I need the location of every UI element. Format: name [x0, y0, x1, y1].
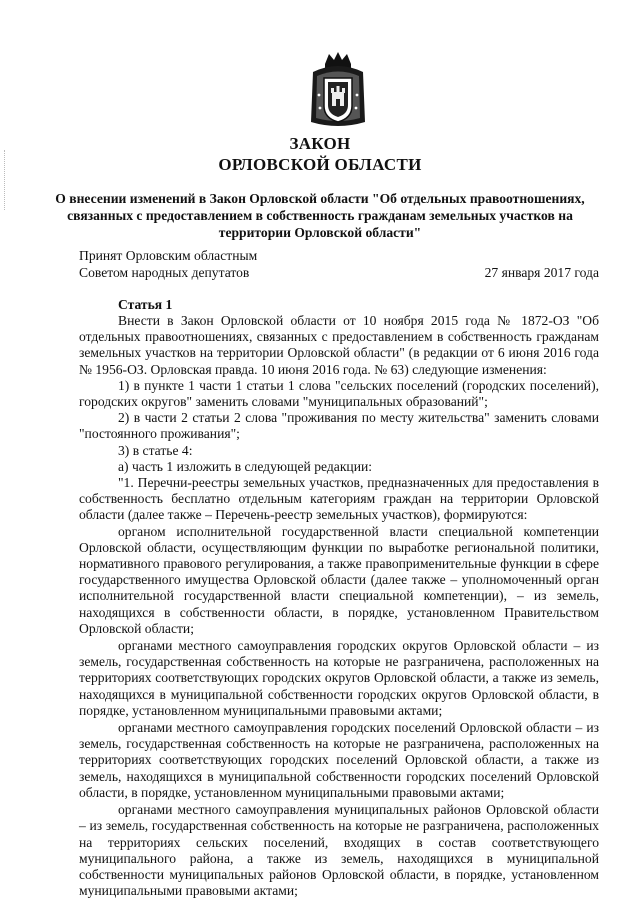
- article-paragraph: 3) в статье 4:: [118, 442, 193, 458]
- article-paragraph: органами местного самоуправления городских округов Орловской области – из земель, государственная собственность на которые не разграничена, расположенных на территориях соответствующих городских округов Орловской области, а также из земель, находящихся в муниципальной собственности городских округов Орловской области, в порядке, установленном муниципальными правовыми актами;: [79, 638, 599, 718]
- adoption-date: 27 января 2017 года: [484, 265, 599, 280]
- adoption-line1: Принят Орловским областным: [79, 248, 258, 263]
- article-paragraph: 2) в части 2 статьи 2 слова "проживания по месту жительства" заменить словами "постоянного проживания";: [79, 410, 599, 442]
- article-paragraph: органами местного самоуправления городских поселений Орловской области – из земель, государственная собственность на которые не разграничена, расположенных на территориях соответствующих городских поселений Орловской области, а также из земель, находящихся в муниципальной собственности городских поселений Орловской области, в порядке, установленном муниципальными правовыми актами;: [79, 720, 599, 800]
- law-title-line1: ЗАКОН: [289, 134, 351, 153]
- article-heading: Статья 1: [118, 297, 173, 312]
- law-subject-heading: О внесении изменений в Закон Орловской области "Об отдельных правоотношениях, связанных с предоставлением в собственность гражданам земельных участков на территории Орловской области": [55, 191, 585, 240]
- article-paragraph: органом исполнительной государственной власти специальной компетенции Орловской области, осуществляющим функции по выработке региональной политики, нормативного правового регулирования, а также правоприменительные функции в сфере государственного имущества Орловской области (далее также – уполномоченный орган исполнительной государственной власти специальной компетенции), – из земель, находящихся в собственности области, в порядке, установленном Правительством Орловской области;: [79, 523, 599, 636]
- article-paragraph: а) часть 1 изложить в следующей редакции:: [118, 458, 373, 474]
- article-body: [79, 313, 599, 899]
- article-paragraph: 1) в пункте 1 части 1 статьи 1 слова "сельских поселений (городских поселений), городских округов" заменить словами "муниципальных образований";: [79, 377, 599, 410]
- adoption-line2: Советом народных депутатов: [79, 265, 250, 280]
- article-paragraph: Внести в Закон Орловской области от 10 ноября 2015 года № 1872-ОЗ "Об отдельных правоотношениях, связанных с предоставлением в собственность гражданам земельных участков на территории Орловской области" (в редакции от 6 июня 2016 года № 1956-ОЗ. Орловская правда. 10 июня 2016 года. № 63) следующие изменения:: [79, 313, 599, 377]
- coat-of-arms-emblem: [307, 50, 369, 130]
- article-paragraph: "1. Перечни-реестры земельных участков, предназначенных для предоставления в собственность бесплатно отдельным категориям граждан на территории Орловской области (далее также – Перечень-реестр земельных участков), формируются:: [79, 475, 599, 523]
- article-paragraph: органами местного самоуправления муниципальных районов Орловской области – из земель, государственная собственность на которые не разграничена, расположенных на территориях сельских поселений, входящих в состав соответствующего муниципального района, а также из земель, находящихся в муниципальной собственности муниципальных районов Орловской области, в порядке, установленном муниципальными правовыми актами;: [79, 802, 599, 899]
- adoption-statement: [79, 247, 257, 281]
- law-title-line2: ОРЛОВСКОЙ ОБЛАСТИ: [218, 155, 422, 174]
